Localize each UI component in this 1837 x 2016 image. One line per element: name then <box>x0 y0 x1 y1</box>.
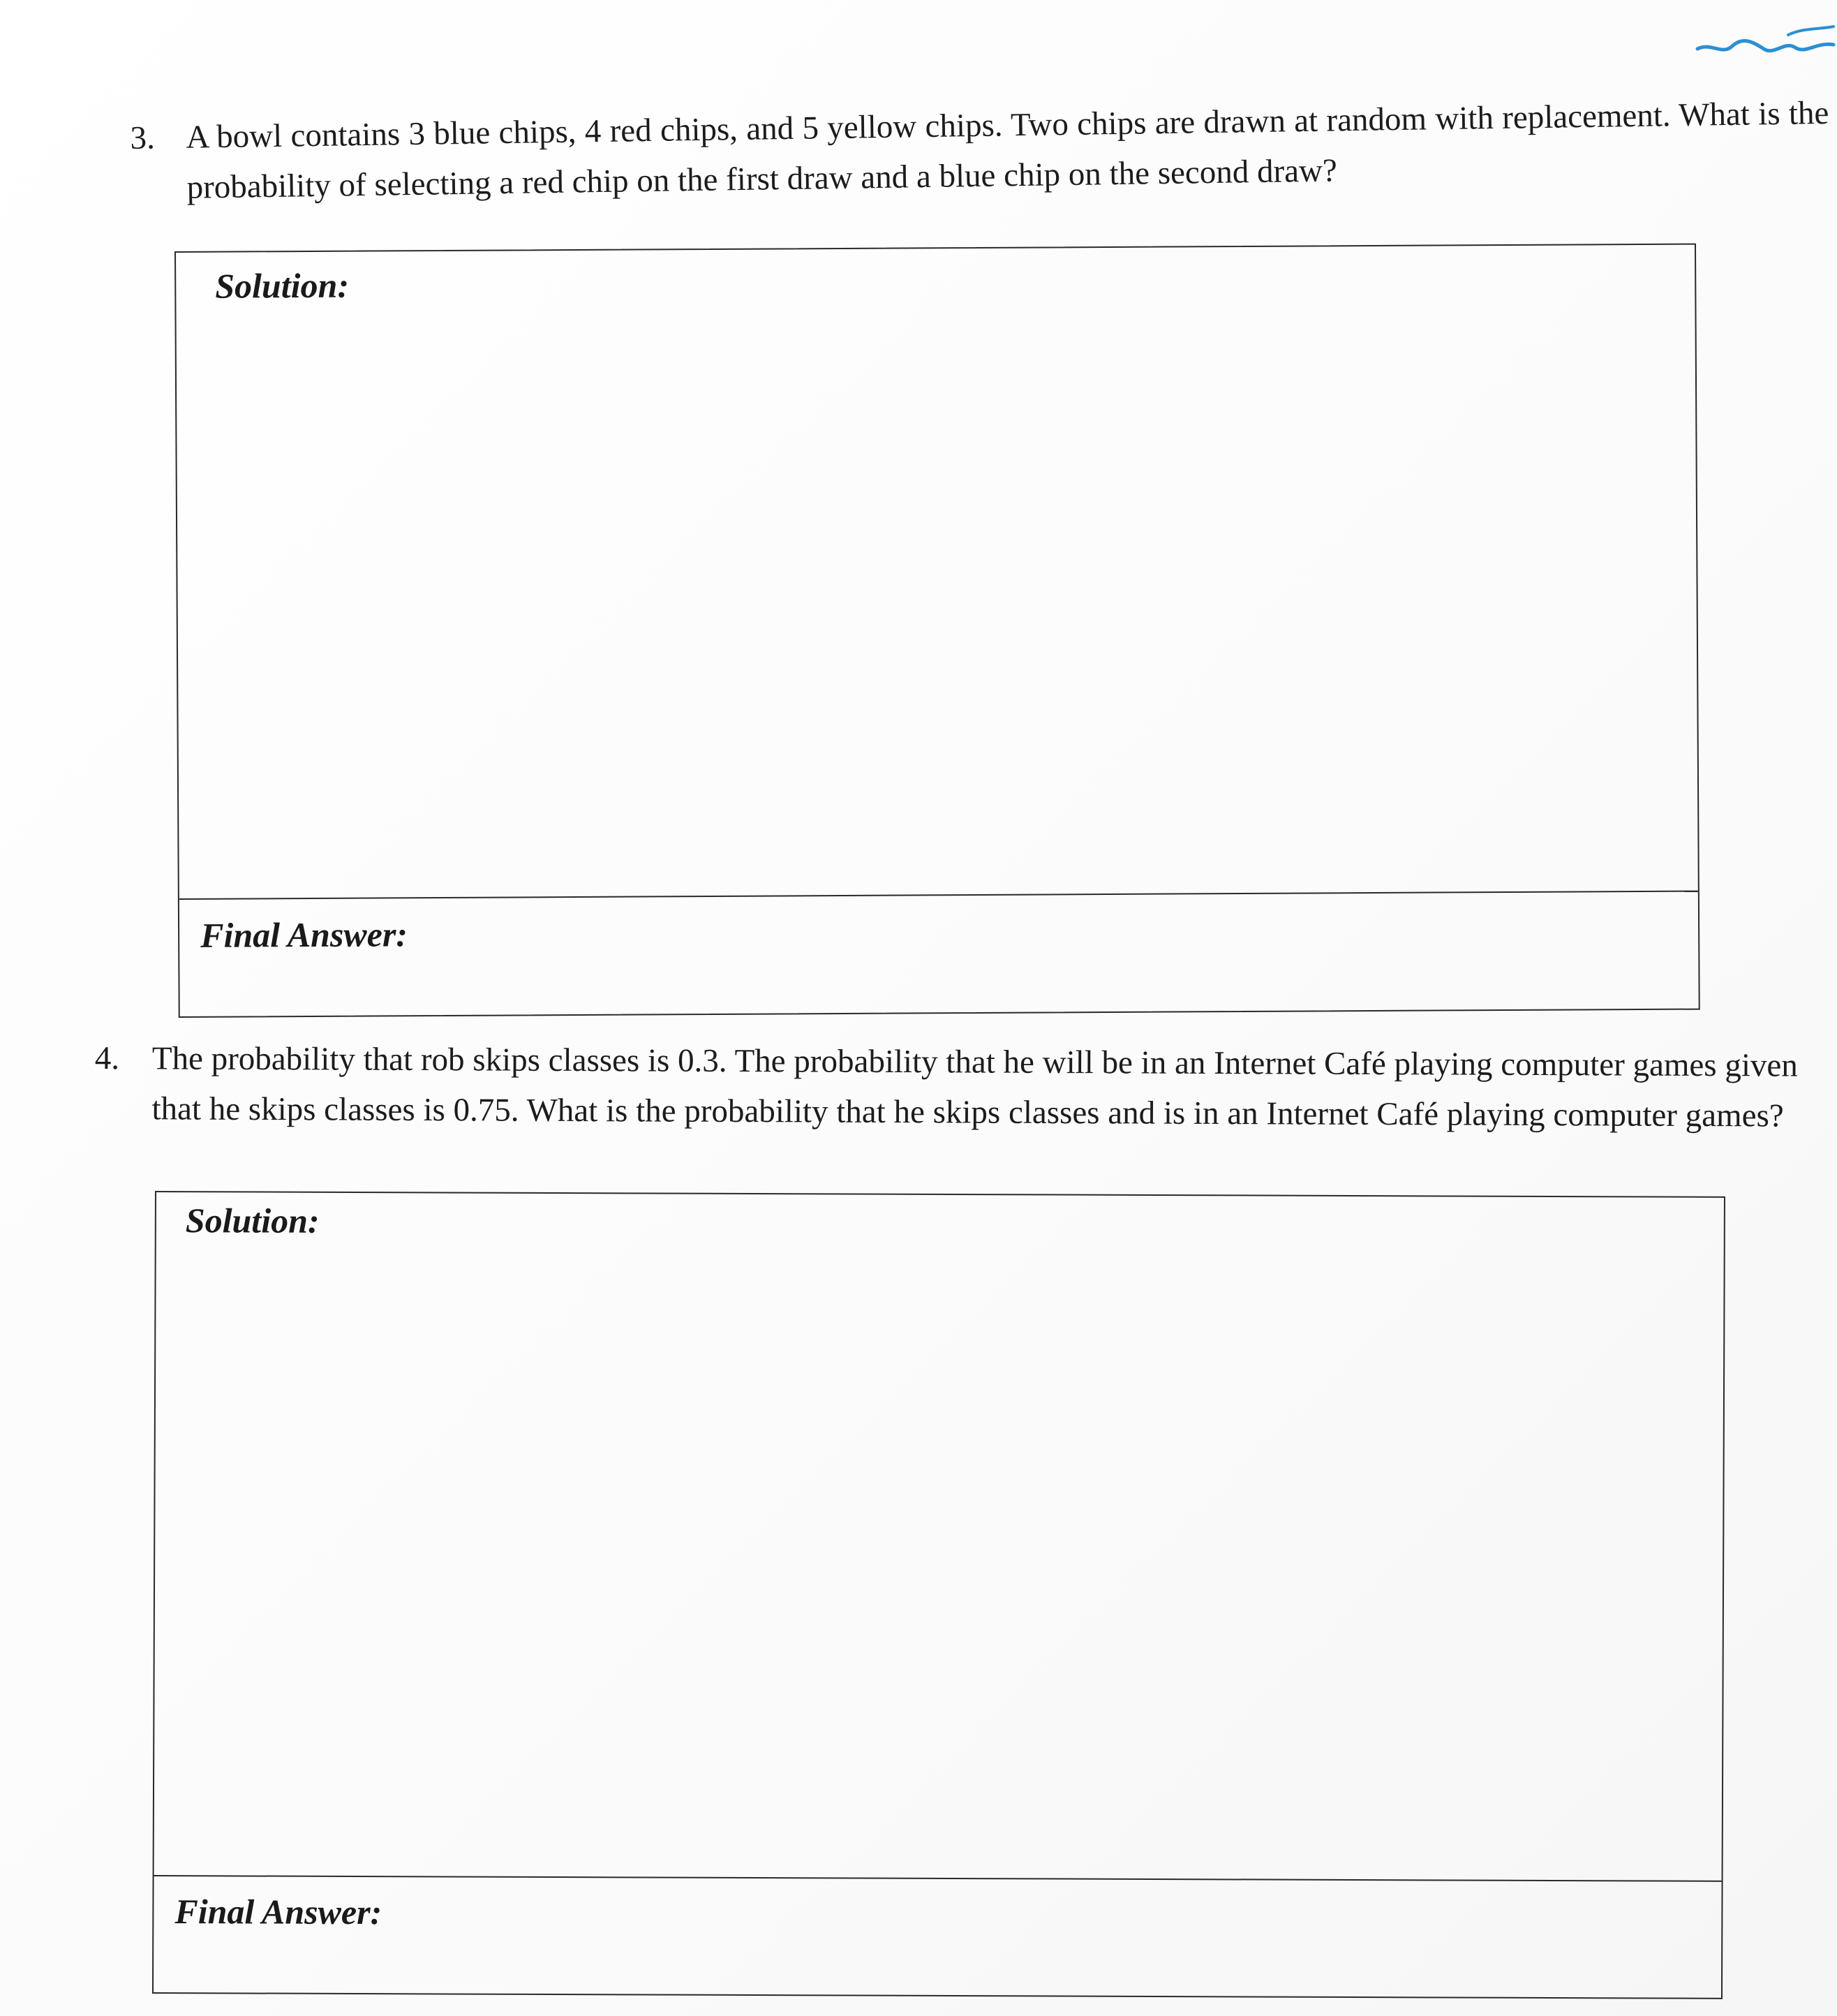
answer-divider <box>179 891 1698 900</box>
answer-box-question-3 <box>174 244 1700 1018</box>
solution-label: Solution: <box>185 1201 320 1240</box>
solution-label: Solution: <box>215 265 350 306</box>
question-3 <box>130 89 1829 206</box>
question-text: The probability that rob skips classes is 0.3. The probability that he will be in an Internet Café playing computer games given that he skips classes is 0.75. What is the probability that he skips classes and is in an Internet Café playing computer games? <box>151 1040 1798 1134</box>
question-text: A bowl contains 3 blue chips, 4 red chips, and 5 yellow chips. Two chips are drawn at random with replacement. What is the probability of selecting a red chip on the first draw and a blue chip on the second draw? <box>186 94 1829 206</box>
question-number: 4. <box>94 1039 120 1077</box>
answer-box-question-4 <box>152 1191 1725 1999</box>
final-answer-label: Final Answer: <box>200 914 408 955</box>
answer-divider <box>154 1875 1722 1882</box>
final-answer-label: Final Answer: <box>174 1892 382 1932</box>
question-number: 3. <box>130 119 156 156</box>
question-4 <box>94 1033 1798 1134</box>
blue-ink-scribble <box>1683 21 1837 63</box>
